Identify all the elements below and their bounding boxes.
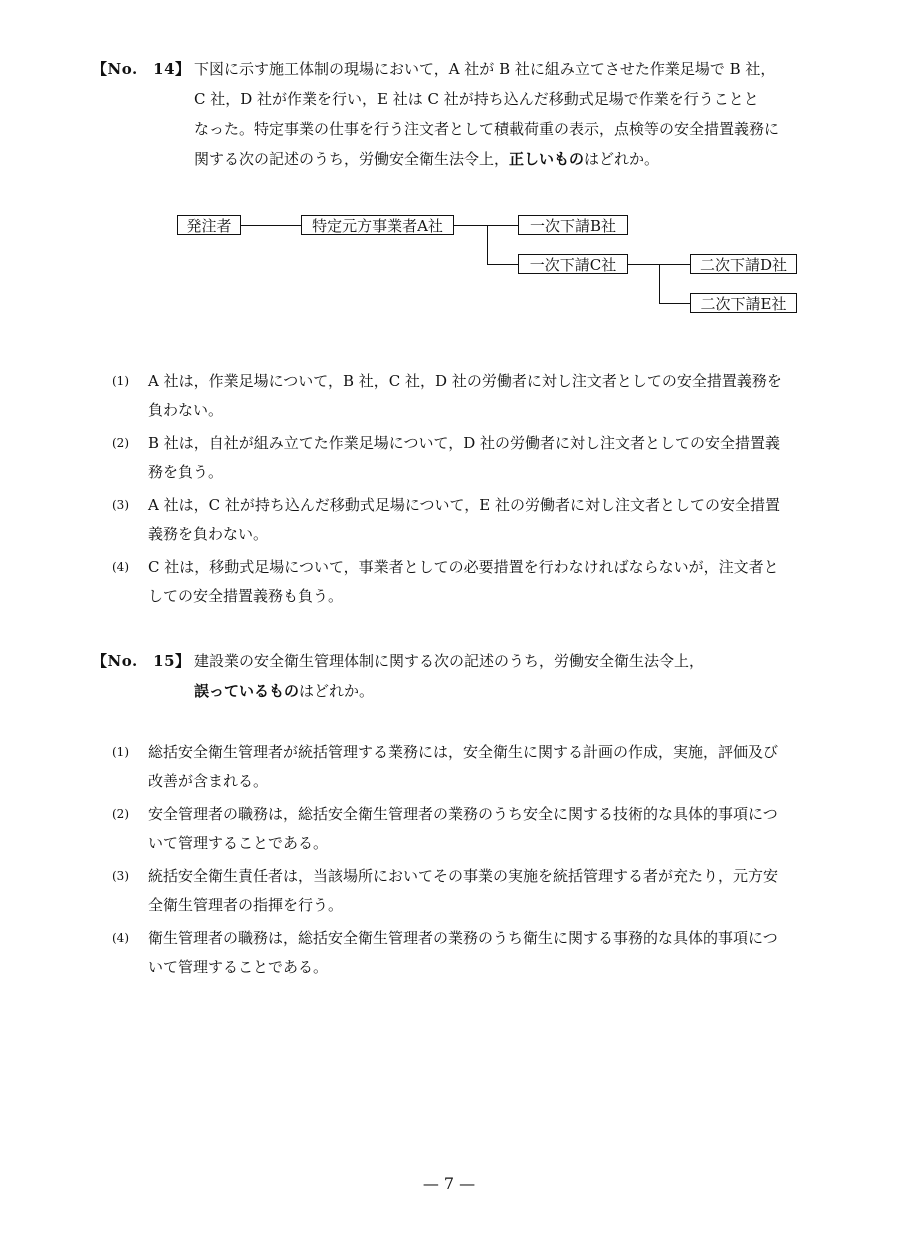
question-14: [92, 54, 812, 174]
option-label: (3): [112, 869, 129, 883]
option-label: (4): [112, 560, 129, 574]
option-text: [148, 367, 812, 425]
option: [112, 491, 812, 549]
option-line: 統括安全衛生責任者は，当該場所においてその事業の実施を統括管理する者が充たり，元方安: [148, 867, 779, 885]
stem-emphasis: 正しいもの: [509, 150, 585, 168]
stem-line: なった。特定事業の仕事を行う注文者として積載荷重の表示，点検等の安全措置義務に: [194, 120, 780, 138]
option-label: (1): [112, 374, 129, 388]
option-label: (3): [112, 498, 129, 512]
connector: [487, 264, 518, 265]
option-label: (2): [112, 436, 129, 450]
option-line: 衛生管理者の職務は，総括安全衛生管理者の業務のうち衛生に関する事務的な具体的事項につ: [148, 929, 778, 947]
option-text: [148, 800, 812, 858]
org-box-orderer: 発注者: [177, 215, 241, 235]
option-line: 総括安全衛生管理者が統括管理する業務には，安全衛生に関する計画の作成，実施，評価及び: [148, 743, 779, 761]
question-stem: [194, 54, 812, 174]
connector: [659, 264, 660, 303]
stem-text: 関する次の記述のうち，労働安全衛生法令上，: [194, 150, 510, 168]
connector: [487, 225, 488, 264]
question-15: [92, 646, 812, 706]
connector: [241, 225, 301, 226]
option-line: A 社は，作業足場について，B 社，C 社，D 社の労働者に対し注文者としての安全措置義務を: [148, 372, 782, 390]
option-line: 改善が含まれる。: [148, 772, 269, 790]
option: [112, 367, 812, 425]
q14-options: [112, 367, 812, 615]
stem-text: はどれか。: [299, 682, 375, 700]
connector: [659, 303, 690, 304]
org-box-b: 一次下請B社: [518, 215, 628, 235]
connector: [454, 225, 518, 226]
option-line: 務を負う。: [148, 463, 224, 481]
org-box-e: 二次下請E社: [690, 293, 797, 313]
option: [112, 862, 812, 920]
stem-line: [194, 676, 812, 706]
option-label: (4): [112, 931, 129, 945]
option: [112, 924, 812, 982]
stem-emphasis: 誤っているもの: [194, 682, 300, 700]
option-label: (1): [112, 745, 129, 759]
stem-line: 下図に示す施工体制の現場において，A 社が B 社に組み立てさせた作業足場で B 社，: [194, 60, 776, 78]
stem-line: [194, 144, 812, 174]
option-label: (2): [112, 807, 129, 821]
option-text: [148, 924, 812, 982]
org-box-a: 特定元方事業者A社: [301, 215, 454, 235]
option-line: A 社は，C 社が持ち込んだ移動式足場について，E 社の労働者に対し注文者としての安全措置: [148, 496, 780, 514]
question-number: 【No. 14】: [92, 60, 191, 78]
question-stem: [194, 646, 812, 706]
option-line: いて管理することである。: [148, 834, 329, 852]
option: [112, 738, 812, 796]
stem-line: C 社，D 社が作業を行い，E 社は C 社が持ち込んだ移動式足場で作業を行うことと: [194, 90, 759, 108]
option-text: [148, 553, 812, 611]
question-number: 【No. 15】: [92, 652, 191, 670]
org-box-d: 二次下請D社: [690, 254, 797, 274]
option-text: [148, 738, 812, 796]
page-number: — 7 —: [422, 1174, 476, 1193]
option-line: 義務を負わない。: [148, 525, 269, 543]
option-line: しての安全措置義務も負う。: [148, 587, 344, 605]
option-line: 負わない。: [148, 401, 224, 419]
option-line: C 社は，移動式足場について，事業者としての必要措置を行わなければならないが，注文者と: [148, 558, 779, 576]
option-line: 安全管理者の職務は，総括安全衛生管理者の業務のうち安全に関する技術的な具体的事項につ: [148, 805, 778, 823]
option-line: いて管理することである。: [148, 958, 329, 976]
option: [112, 429, 812, 487]
stem-text: はどれか。: [584, 150, 660, 168]
option-text: [148, 491, 812, 549]
q15-options: [112, 738, 812, 986]
org-box-c: 一次下請C社: [518, 254, 628, 274]
option-line: 全衛生管理者の指揮を行う。: [148, 896, 344, 914]
connector: [628, 264, 690, 265]
option-line: B 社は，自社が組み立てた作業足場について，D 社の労働者に対し注文者としての安全措置義: [148, 434, 780, 452]
option: [112, 553, 812, 611]
option: [112, 800, 812, 858]
stem-line: 建設業の安全衛生管理体制に関する次の記述のうち，労働安全衛生法令上，: [194, 652, 705, 670]
option-text: [148, 862, 812, 920]
option-text: [148, 429, 812, 487]
